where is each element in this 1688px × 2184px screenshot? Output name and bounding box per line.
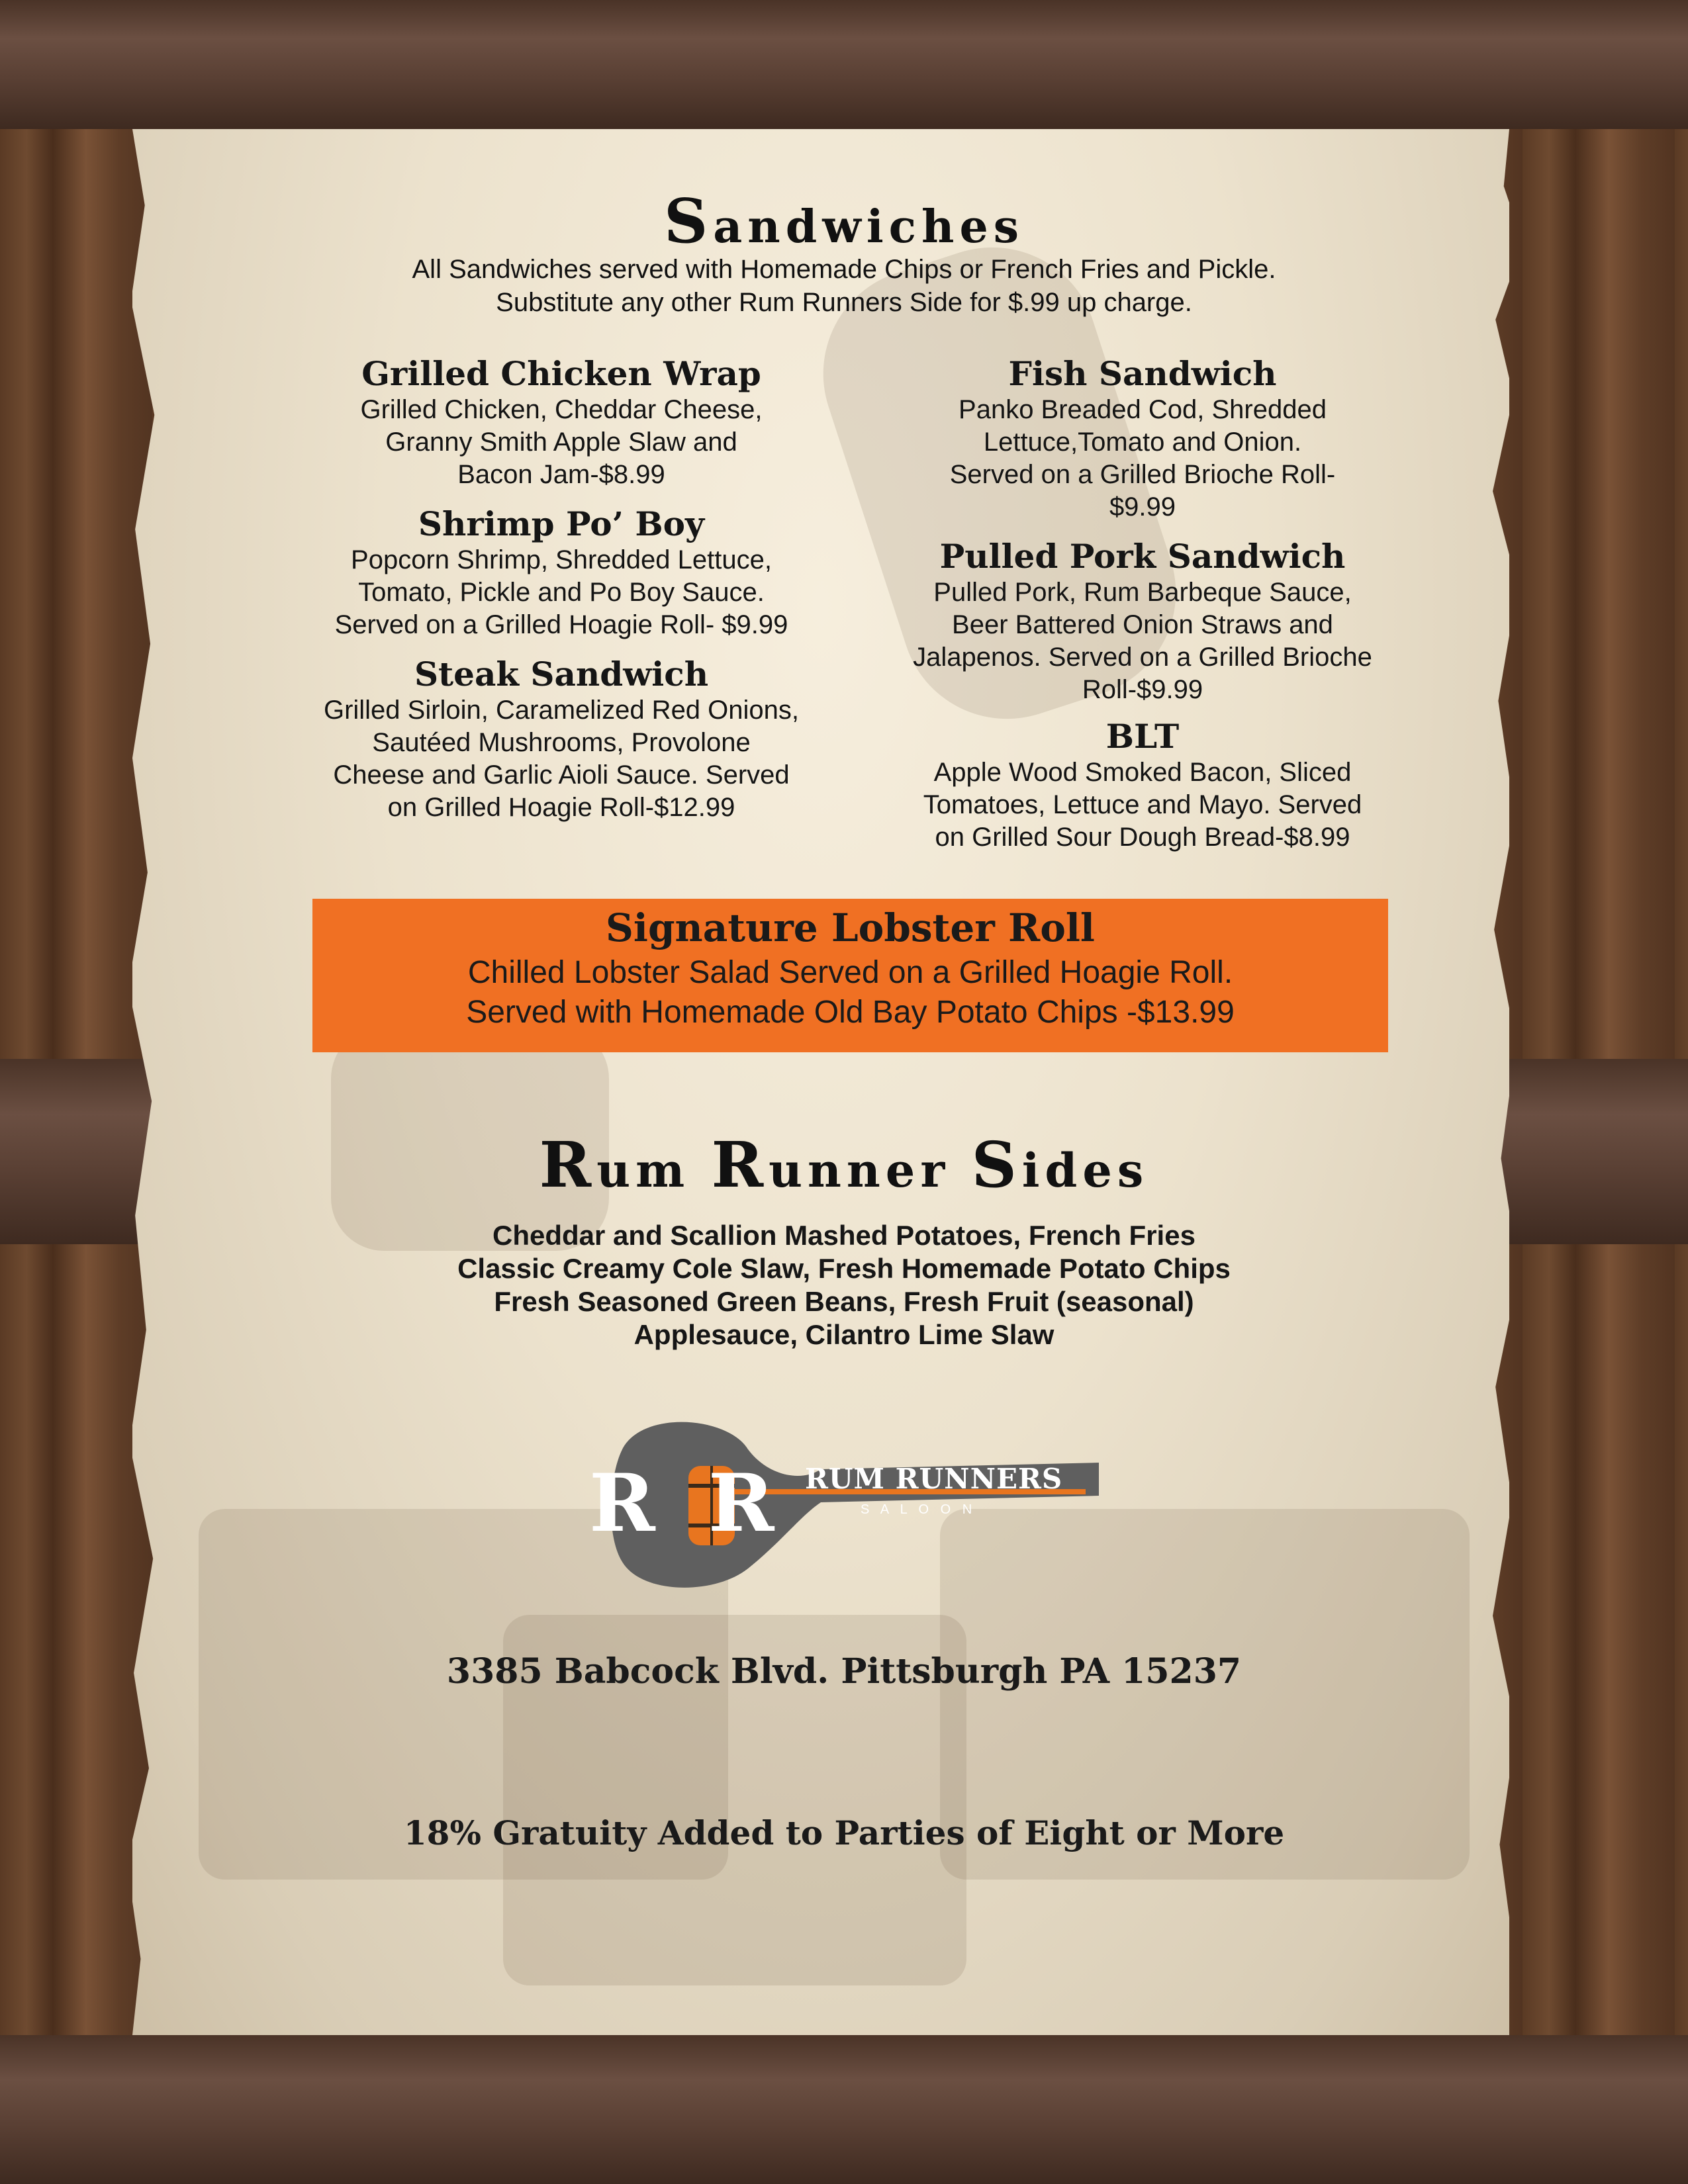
right-menu-column bbox=[884, 354, 1401, 854]
menu-item-pulled-pork-sandwich bbox=[884, 537, 1401, 706]
bottom-wood-beam bbox=[0, 2035, 1688, 2184]
item-desc-line: on Grilled Hoagie Roll-$12.99 bbox=[387, 793, 735, 822]
sides-line: Applesauce, Cilantro Lime Slaw bbox=[633, 1319, 1055, 1350]
item-desc-line: Lettuce,Tomato and Onion. bbox=[983, 428, 1302, 457]
intro-line: Substitute any other Rum Runners Side for $.99 up charge. bbox=[496, 288, 1192, 317]
sides-list bbox=[0, 1219, 1688, 1351]
item-name: Steak Sandwich bbox=[414, 655, 709, 694]
item-desc-line: Tomato, Pickle and Po Boy Sauce. bbox=[358, 578, 765, 607]
item-desc-line: Sautéed Mushrooms, Provolone bbox=[372, 728, 751, 757]
sides-line: Fresh Seasoned Green Beans, Fresh Fruit (seasonal) bbox=[494, 1286, 1194, 1317]
item-desc-line: Popcorn Shrimp, Shredded Lettuce, bbox=[351, 545, 772, 574]
lobster-title: Signature Lobster Roll bbox=[606, 905, 1095, 950]
address: 3385 Babcock Blvd. Pittsburgh PA 15237 bbox=[446, 1651, 1242, 1692]
item-desc-line: Served on a Grilled Brioche Roll- bbox=[949, 460, 1336, 489]
item-name: Shrimp Po’ Boy bbox=[418, 504, 705, 543]
item-desc-line: Beer Battered Onion Straws and bbox=[952, 610, 1333, 639]
item-desc-line: Tomatoes, Lettuce and Mayo. Served bbox=[923, 790, 1362, 819]
item-desc-line: Jalapenos. Served on a Grilled Brioche bbox=[913, 643, 1372, 672]
menu-item-shrimp-po-boy bbox=[303, 504, 820, 641]
item-desc-line: Roll-$9.99 bbox=[1082, 675, 1203, 704]
lobster-desc-line: Chilled Lobster Salad Served on a Grilled Hoagie Roll. bbox=[467, 955, 1233, 990]
item-desc-line: Grilled Sirloin, Caramelized Red Onions, bbox=[323, 696, 800, 725]
item-name: BLT bbox=[1105, 717, 1180, 756]
menu-item-blt bbox=[884, 717, 1401, 854]
menu-item-grilled-chicken-wrap bbox=[303, 354, 820, 491]
sandwiches-title: Sandwiches bbox=[663, 185, 1025, 257]
top-wood-beam bbox=[0, 0, 1688, 129]
gratuity-note: 18% Gratuity Added to Parties of Eight or More bbox=[403, 1813, 1285, 1852]
logo-monogram: RR bbox=[589, 1457, 827, 1550]
intro-line: All Sandwiches served with Homemade Chips or French Fries and Pickle. bbox=[412, 255, 1276, 284]
menu-item-fish-sandwich bbox=[884, 354, 1401, 523]
logo-name: RUM RUNNERS bbox=[805, 1463, 1063, 1495]
item-desc-line: Served on a Grilled Hoagie Roll- $9.99 bbox=[334, 610, 788, 639]
item-desc-line: Panko Breaded Cod, Shredded bbox=[959, 395, 1327, 424]
item-name: Pulled Pork Sandwich bbox=[939, 537, 1346, 576]
sides-line: Classic Creamy Cole Slaw, Fresh Homemade Potato Chips bbox=[457, 1253, 1231, 1284]
item-desc-line: Apple Wood Smoked Bacon, Sliced bbox=[933, 758, 1352, 787]
item-desc-line: Pulled Pork, Rum Barbeque Sauce, bbox=[933, 578, 1352, 607]
item-desc-line: $9.99 bbox=[1109, 492, 1176, 522]
item-desc-line: on Grilled Sour Dough Bread-$8.99 bbox=[935, 823, 1350, 852]
menu-item-steak-sandwich bbox=[303, 655, 820, 824]
sides-title: Rum Runner Sides bbox=[539, 1128, 1149, 1202]
lobster-desc-line: Served with Homemade Old Bay Potato Chips -$13.99 bbox=[466, 995, 1235, 1030]
item-name: Fish Sandwich bbox=[1008, 354, 1277, 393]
logo-subtitle: S A L O O N bbox=[861, 1502, 976, 1517]
item-name: Grilled Chicken Wrap bbox=[361, 354, 761, 393]
sandwiches-intro bbox=[0, 253, 1688, 319]
item-desc-line: Bacon Jam-$8.99 bbox=[457, 460, 665, 489]
item-desc-line: Granny Smith Apple Slaw and bbox=[385, 428, 737, 457]
left-menu-column bbox=[303, 354, 820, 824]
sides-line: Cheddar and Scallion Mashed Potatoes, French Fries bbox=[492, 1220, 1196, 1251]
item-desc-line: Grilled Chicken, Cheddar Cheese, bbox=[360, 395, 763, 424]
item-desc-line: Cheese and Garlic Aioli Sauce. Served bbox=[333, 760, 790, 790]
signature-lobster-roll-banner bbox=[312, 899, 1388, 1052]
rum-runners-logo bbox=[583, 1403, 1112, 1602]
